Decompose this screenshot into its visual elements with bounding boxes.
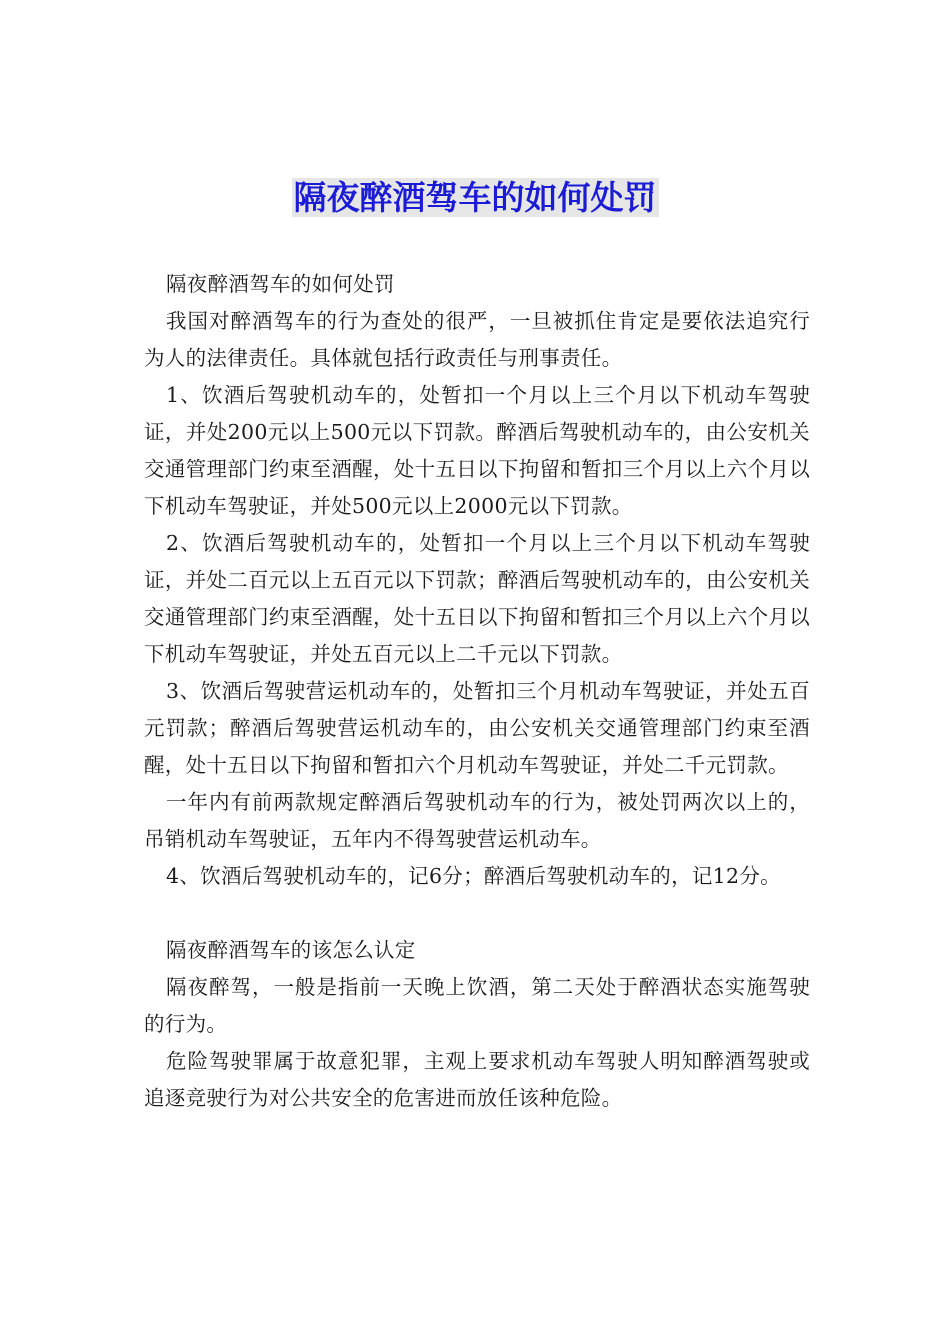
repeat-offense-paragraph: 一年内有前两款规定醉酒后驾驶机动车的行为，被处罚两次以上的，吊销机动车驾驶证，五年内不得驾驶营运机动车。 [144, 790, 810, 851]
definition-paragraph: 隔夜醉驾，一般是指前一天晚上饮酒，第二天处于醉酒状态实施驾驶的行为。 [144, 975, 810, 1036]
penalty-item-1: 1、饮酒后驾驶机动车的，处暂扣一个月以上三个月以下机动车驾驶证，并处200元以上500元以下罚款。醉酒后驾驶机动车的，由公安机关交通管理部门约束至酒醒，处十五日以下拘留和暂扣三个月以上六个月以下机动车驾驶证，并处500元以上2000元以下罚款。 [144, 383, 810, 518]
section-heading-definition: 隔夜醉酒驾车的该怎么认定 [166, 938, 416, 962]
intro-paragraph: 我国对醉酒驾车的行为查处的很严，一旦被抓住肯定是要依法追究行为人的法律责任。具体就包括行政责任与刑事责任。 [144, 309, 810, 370]
section-heading-penalty: 隔夜醉酒驾车的如何处罚 [166, 272, 395, 296]
penalty-item-4: 4、饮酒后驾驶机动车的，记6分；醉酒后驾驶机动车的，记12分。 [166, 864, 781, 888]
dangerous-driving-paragraph: 危险驾驶罪属于故意犯罪，主观上要求机动车驾驶人明知醉酒驾驶或追逐竞驶行为对公共安全的危害进而放任该种危险。 [144, 1049, 810, 1110]
penalty-item-2: 2、饮酒后驾驶机动车的，处暂扣一个月以上三个月以下机动车驾驶证，并处二百元以上五百元以下罚款；醉酒后驾驶机动车的，由公安机关交通管理部门约束至酒醒，处十五日以下拘留和暂扣三个月以上六个月以下机动车驾驶证，并处五百元以上二千元以下罚款。 [144, 531, 810, 666]
penalty-item-3: 3、饮酒后驾驶营运机动车的，处暂扣三个月机动车驾驶证，并处五百元罚款；醉酒后驾驶营运机动车的，由公安机关交通管理部门约束至酒醒，处十五日以下拘留和暂扣六个月机动车驾驶证，并处二千元罚款。 [144, 679, 810, 777]
paragraph-spacer [144, 895, 810, 932]
document-title-text: 隔夜醉酒驾车的如何处罚 [293, 178, 657, 217]
document-title [0, 174, 950, 222]
document-body [144, 266, 810, 1117]
